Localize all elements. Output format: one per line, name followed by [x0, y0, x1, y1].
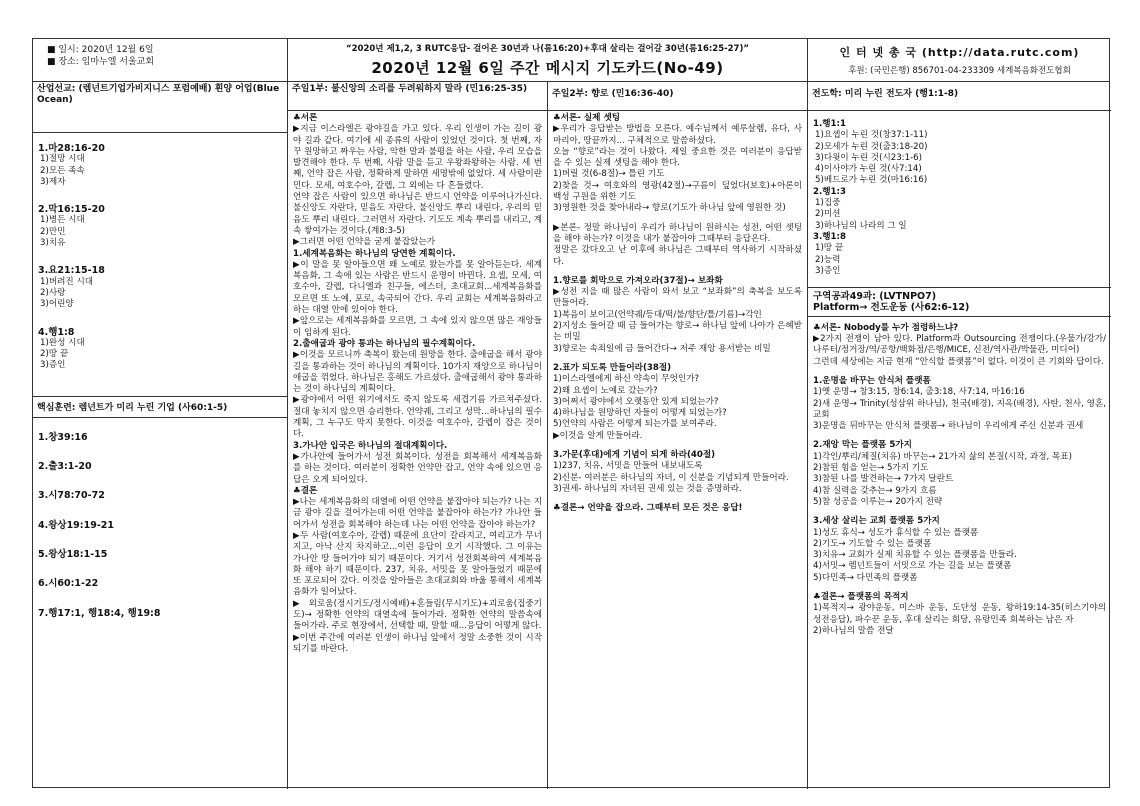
- scripture-ref: 1.창39:16: [38, 431, 88, 443]
- lesson-subtitle: Platform→ 전도운동 (사62:6-12): [813, 302, 970, 314]
- column-sermon-1: [288, 81, 548, 789]
- section-heading: ♣서론- 실제 셋팅: [553, 113, 621, 123]
- paragraph: 2)기도→ 기도할 수 있는 플랫폼: [813, 538, 932, 549]
- paragraph: 4)서밋→ 렘넌트들이 서밋으로 가는 길을 보는 플랫폼: [813, 561, 1012, 572]
- scripture-ref: 4.왕상19:19-21: [38, 519, 114, 531]
- page-title: 2020년 12월 6일 주간 메시지 기도카드(No-49): [371, 59, 724, 77]
- header-contact: [808, 39, 1111, 81]
- scripture-ref: 2.행1:3: [813, 186, 846, 197]
- paragraph: 5)언약의 사람은 어떻게 되는가를 보여주라.: [553, 419, 717, 430]
- paragraph: [553, 355, 802, 363]
- paragraph: 2)왜 요셉이 노예로 갔는가?: [553, 385, 658, 396]
- paragraph: ▶나는 세계복음화의 대열에 어떤 언약을 붙잡아야 되는가? 나는 지금 광야 길을 걸어가는데 어떤 언약을 붙잡아야 하는가? 가나안 들어가서 성전을 회복해야 하는데 나는 어떤 언약을 잡아야 하는가?: [293, 497, 542, 530]
- paragraph: [553, 215, 802, 223]
- section-heading: 1.운명을 바꾸는 안식처 플랫폼: [813, 375, 931, 386]
- column-heading: 주일1부: 불신앙의 소리를 두려워하지 말라 (민16:25-35): [288, 81, 547, 111]
- section-heading: 2.표가 되도록 만들어라(38절): [553, 362, 672, 373]
- column-heading: 전도학: 미리 누린 전도자 (행1:1-8): [808, 81, 1111, 111]
- header-info: [33, 39, 288, 81]
- paragraph: ▶앞으로는 세계복음화를 모르면, 그 속에 있지 않으면 많은 재앙들이 임하게 된다.: [293, 316, 542, 338]
- paragraph: 1)성도 휴식→ 성도가 휴식할 수 있는 플랫폼: [813, 527, 979, 538]
- scripture-ref: 4.행1:8: [38, 326, 75, 338]
- paragraph: 3)참된 나를 발견하는→ 7가지 달란트: [813, 474, 954, 485]
- list-item: 2)사랑: [40, 287, 66, 298]
- paragraph: 1)각인/뿌리/체질(치유) 바꾸는→ 21가지 삶의 본질(시작, 과정, 목표): [813, 451, 1072, 462]
- account-text: 후원: (국민은행) 856701-04-233309 세계복음화전도협회: [848, 66, 1071, 76]
- section-heading: ♣결론→ 언약을 잡으라. 그때부터 모든 것은 응답!: [553, 503, 743, 514]
- paragraph: 3)치유→ 교회가 실제 치유할 수 있는 플랫폼을 만들라.: [813, 550, 1017, 561]
- paragraph: 4)참 실력을 갖추는→ 9가지 흐름: [813, 485, 937, 496]
- paragraph: [813, 508, 1106, 516]
- list-item: 2)모든 족속: [40, 165, 85, 176]
- section-heading: 3.세상 살리는 교회 플랫폼 5가지: [813, 516, 940, 527]
- paragraph: ▶가나안에 들어가서 성전 회복이다. 성전을 회복해서 세계복음화를 하는 것이다. 여러분이 정확한 언약만 잡고, 언약 속에 있으면 응답은 오게 되어있다.: [293, 451, 542, 485]
- list-item: 1)요셉이 누린 것(창37:1-11): [815, 130, 928, 141]
- paragraph: 2)새 운명→ Trinity(성삼위 하나님), 천국(배경), 지옥(배경), 사탄, 천사, 영혼, 교회: [813, 398, 1106, 420]
- list-item: 3)어린양: [40, 299, 74, 310]
- list-item: 3)하나님의 나라의 그 일: [815, 220, 907, 231]
- section-heading: ♣결론: [293, 485, 318, 496]
- scripture-ref: 1.행1:1: [813, 119, 846, 129]
- list-item: 2)만민: [40, 226, 66, 237]
- paragraph: [553, 442, 802, 450]
- list-item: 2)미션: [815, 209, 841, 220]
- training-heading: 핵심훈련: 렘넌트가 미리 누린 기업 (사60:1-5): [37, 402, 228, 413]
- paragraph: 오늘 “향로”라는 것이 나왔다. 제일 중요한 것은 여러분이 응답받을 수 있는 실제 셋팅을 해야 한다.: [553, 146, 802, 169]
- section-heading: 1.향로를 회막으로 가져오라(37절)→ 보좌화: [553, 275, 723, 286]
- paragraph: 3)향로는 속죄일에 금 들어간다→ 저주 재앙 용서받는 비밀: [553, 343, 771, 354]
- paragraph: 5)참 성공을 이루는→ 20가지 전략: [813, 496, 943, 507]
- list-item: 3)제자: [40, 176, 66, 187]
- paragraph: 1)이스라엘에게 하신 약속이 무엇인가?: [553, 374, 700, 385]
- paragraph: 2)신분- 여러분은 하나님의 자녀, 이 신분을 기념되게 만들어라.: [553, 472, 789, 483]
- paragraph: 1)버릴 것(6-8절)→ 틀린 기도: [553, 169, 665, 180]
- scripture-ref: 2.막16:15-20: [38, 204, 105, 216]
- paragraph: 그런데 세상에는 지금 현재 “안식할 플랫폼”이 없다. 이것이 큰 기회와 답이다.: [813, 356, 1104, 367]
- scripture-ref: 5.왕상18:1-15: [38, 548, 108, 560]
- list-item: 3)다윗이 누린 것(시23:1-6): [815, 152, 922, 163]
- paragraph: 1)옛 운명→ 창3:15, 창6:14, 출3:18, 사7:14, 마16:16: [813, 387, 1025, 398]
- list-item: 3)치유: [40, 238, 66, 249]
- paragraph: 4)하나님을 원망하던 자들이 어떻게 되었는가?: [553, 408, 727, 419]
- paragraph: 1)237, 치유, 서밋을 만들어 내보내도록: [553, 461, 703, 472]
- scripture-ref: 3.요21:15-18: [38, 265, 105, 277]
- paragraph: ▶성전 지을 때 많은 사람이 와서 보고 “보좌화”의 축복을 보도록 만들어라.: [553, 287, 802, 309]
- date-text: ■ 일시: 2020년 12월 6일: [47, 45, 154, 55]
- paragraph: 3)어쩌서 광야에서 오랫동안 있게 되었는가?: [553, 396, 719, 407]
- paragraph: ▶이것을 모르니까 축복이 왔는데 원망을 한다. 출애굽을 해서 광야길을 통과하는 것이 하나님의 계획이다. 10가지 재앙으로 하나님이 애굽을 꺾었다. 하나님은 홍해도 가르셨다. 출애굽해서 광야 통과하는 것이 하나님의 계획이다.: [293, 350, 542, 395]
- column-evangelism: [808, 81, 1111, 789]
- paragraph: [813, 584, 1106, 592]
- list-item: 3)증인: [815, 265, 841, 276]
- paragraph: 2)찾을 것→ 여호와의 영광(42절)→구름이 덮었다(보호)+아론이 백성 구원을 위한 기도: [553, 180, 802, 203]
- paragraph: ▶우리가 응답받는 방법을 모른다. 예수님께서 예루살렘, 유다, 사마리아, 땅끝까지... 구체적으로 말씀하셨다.: [553, 124, 802, 146]
- scripture-ref: 1.마28:16-20: [38, 143, 105, 154]
- paragraph: ▶2가지 전쟁이 남아 있다. Platform과 Outsourcing 전쟁이다.(우물가/강가/나루터/정거장/역/공항/백화점/은행/MICE, 신전/역사관/박물관, 미디어): [813, 334, 1106, 356]
- list-item: 1)집중: [815, 198, 841, 209]
- card-header: [33, 39, 1109, 82]
- reference-groups: [33, 133, 287, 374]
- lesson-body: [808, 317, 1111, 639]
- paragraph: ▶외로움(정시기도/정시예배)+혼들림(무시기도)+괴로움(집중기도)→ 정확한 언약의 대열속에 들어가라. 정확한 언약의 말씀속에 들어가라. 주로 현장에서, 선택할 때, 말할 때...응답이 어떻게 않다.: [293, 598, 542, 632]
- paragraph: 3)운명을 뒤바꾸는 안식처 플랫폼→ 하나님이 우리에게 주신 신분과 권세: [813, 421, 1084, 432]
- column-industrial-mission: [33, 81, 288, 789]
- section-heading: ♣서론: [293, 113, 318, 123]
- section-heading: 3.가문(후대)에게 기념이 되게 하라(40절): [553, 450, 716, 461]
- training-refs: [33, 418, 287, 621]
- paragraph: 3)영원한 것을 찾아내라→ 향로(기도가 하나님 앞에 영원한 것): [553, 203, 786, 214]
- header-title-block: [288, 39, 808, 81]
- paragraph: ▶지금 이스라엘은 광야길을 가고 있다. 우리 인생이 가는 길이 광야 길과 같다. 여기에 세 종류의 사람이 있었던 것이다. 첫 번째, 자꾸 원망하고 짜우는 사람, 악한 말과 불평을 하는 사람, 우리 모습을 발견해야 한다. 두 번째, 사람 말을 듣고 우왕좌왕하는 사람. 세 번째, 언약 잡은 사람, 정확하게 말하면 세명밖에 없었다. 세 사람이란 민다. 모세, 여호수아, 갈렙, 그 외에는 다 흔들렸다.: [293, 124, 542, 191]
- paragraph: 1)복음이 보이고(언약궤/등대/떡/불/향단/틀/기름)→각인: [553, 309, 762, 320]
- sermon-body: [288, 111, 547, 657]
- list-item: 1)절망 시대: [40, 154, 85, 165]
- list-item: 2)모세가 누린 것(출3:18-20): [815, 141, 928, 152]
- list-item: 5)베드로가 누린 것(마16:16): [815, 175, 928, 186]
- paragraph: 2)하나님의 말씀 전달: [813, 625, 894, 636]
- scripture-ref: 2.출3:1-20: [38, 461, 92, 473]
- paragraph: 정말은 갔다오고 난 이후에 하나님은 그때부터 역사하기 시작하셨다.: [553, 245, 802, 267]
- paragraph: 2)참된 힘을 얻는→ 5가지 기도: [813, 463, 929, 474]
- list-item: 1)완성 시대: [40, 337, 85, 348]
- paragraph: 1)목적지→ 광야운동, 미스바 운동, 도단성 운동, 왕하19:14-35(히스기야의 성전응답), 파수꾼 운동, 후대 살리는 회당, 유랑민족 회복하는 남은 자: [813, 603, 1106, 625]
- list-item: 1)땅 끝: [815, 243, 844, 254]
- list-item: 2)능력: [815, 254, 841, 265]
- scripture-ref: 7.행17:1, 행18:4, 행19:8: [38, 607, 161, 619]
- scripture-ref: 6.시60:1-22: [38, 578, 99, 590]
- paragraph: 2)지성소 들어갈 때 금 들어가는 향로→ 하나님 앞에 나아가 은혜받는 비밀: [553, 321, 802, 343]
- paragraph: [553, 495, 802, 503]
- prayer-card: [32, 38, 1110, 788]
- site-text: 인 터 넷 총 국 (http://data.rutc.com): [839, 46, 1080, 59]
- paragraph: ▶두 사람(여호수아, 갈렙) 때문에 요단이 갈라지고, 여리고가 무너지고, 아낙 산지 차지하고...이런 응답이 오기 시작했다. 그 이유는 가나안 땅 들어가야 되기 때문이다. 거기서 성전회복하여 세계복음화 해야 하기 때문이다. 237, 치유, 서밋을 못 알아들었기 때문에 또 포로되어 갔다. 이것을 알아들은 초대교회와 바울 통해서 세계복음화가 일어났다.: [293, 530, 542, 598]
- section-heading: ♣서론- Nobody를 누가 점령하느냐?: [813, 322, 959, 333]
- reference-groups: [808, 111, 1111, 279]
- section-heading: 2.재앙 막는 플랫폼 5가지: [813, 440, 912, 451]
- section-heading: 2.출애굽과 광야 통과는 하나님의 필수계획이다.: [293, 338, 476, 349]
- paragraph: ▶본론- 정말 하나님이 우리가 하나님이 원하시는 성전, 어떤 셋팅을 해야 하는가? 이것을 내가 붙잡아야 그때부터 응답온다.: [553, 222, 802, 244]
- lesson-heading: [808, 288, 1111, 316]
- section-heading: ♣결론→ 플랫폼의 목적지: [813, 591, 909, 602]
- paragraph: ▶그러면 어떤 언약을 굳게 붙잡았는가: [293, 237, 436, 248]
- paragraph: 5)다민족→ 다민족의 플랫폼: [813, 572, 918, 583]
- paragraph: 3)권세- 하나님의 자녀된 권세 있는 것을 증명하라.: [553, 483, 742, 494]
- list-item: 3)증인: [40, 360, 66, 371]
- header-subtitle: “2020년 제1,2, 3 RUTC응답- 걸어온 30년과 나(롬16:20)+후대 살리는 걸어갈 30년(롬16:25-27)”: [346, 44, 749, 54]
- paragraph: ▶이 말을 못 알아들으면 왜 노예로 왔는가를 못 알아듣는다. 세계복음화, 그 속에 있는 사람은 반드시 운명이 바뀐다. 요셉, 모세, 여호수아, 갈렙, 다니엘과 친구들, 에스더, 초대교회...세계복음화를 모르면 또 노예, 포로, 속국되어 간다. 우리 교회는 세계복음화라고 하는 대열 안에 있어야 한다.: [293, 259, 542, 316]
- place-text: ■ 장소: 임마누엘 서울교회: [47, 57, 155, 67]
- paragraph: [553, 268, 802, 276]
- column-heading: 주일2부: 향로 (민16:36-40): [548, 81, 807, 111]
- list-item: 1)버려진 시대: [40, 276, 94, 287]
- paragraph: ▶이것을 알게 만들어라.: [553, 430, 643, 441]
- paragraph: ▶이번 주간에 여러분 인생이 하나님 앞에서 정말 소중한 것이 시작되기를 바란다.: [293, 632, 542, 654]
- list-item: 2)땅 끝: [40, 349, 69, 360]
- list-item: 4)이사야가 누린 것(사7:14): [815, 164, 922, 175]
- scripture-ref: 3.행1:8: [813, 231, 846, 242]
- column-sermon-2: [548, 81, 808, 789]
- paragraph: 언약 잡은 사람이 있으면 하나님은 반드시 언약을 이루어나가신다. 불신앙도 자란다, 믿음도 자란다. 불신앙도 뿌리 내린다, 우리의 믿음도 뿌리 내린다. 그러면서 자란다. 기도도 계속 뿌리를 내리고, 계속 쌓여가는 것이다.(계8:3-5): [293, 192, 542, 236]
- lesson-title: 구역공과49과: (LVTNPO7): [813, 291, 937, 303]
- section-heading: 1.세계복음화는 하나님의 당연한 계획이다.: [293, 248, 456, 259]
- scripture-ref: 3.시78:70-72: [38, 490, 105, 502]
- paragraph: ▶광야에서 어떤 위기에서도 죽지 않도록 세겹기름 가르쳐주셨다. 절대 놓치지 않으면 승리한다. 언약궤, 그리고 성막...하나님의 필수계획, 그 누구도 막지 못한다. 이것을 여호수아, 갈렙이 잡은 것이다.: [293, 395, 542, 440]
- list-item: 1)병든 시대: [40, 215, 85, 226]
- paragraph: [813, 368, 1106, 376]
- column-heading: 산업선교: (렘넌트기업가비지니스 포럼예배) 흰양 어업(Blue Ocean): [33, 81, 287, 133]
- sermon-body: [548, 111, 807, 517]
- section-heading: 3.가나안 입국은 하나님의 절대계획이다.: [293, 440, 448, 451]
